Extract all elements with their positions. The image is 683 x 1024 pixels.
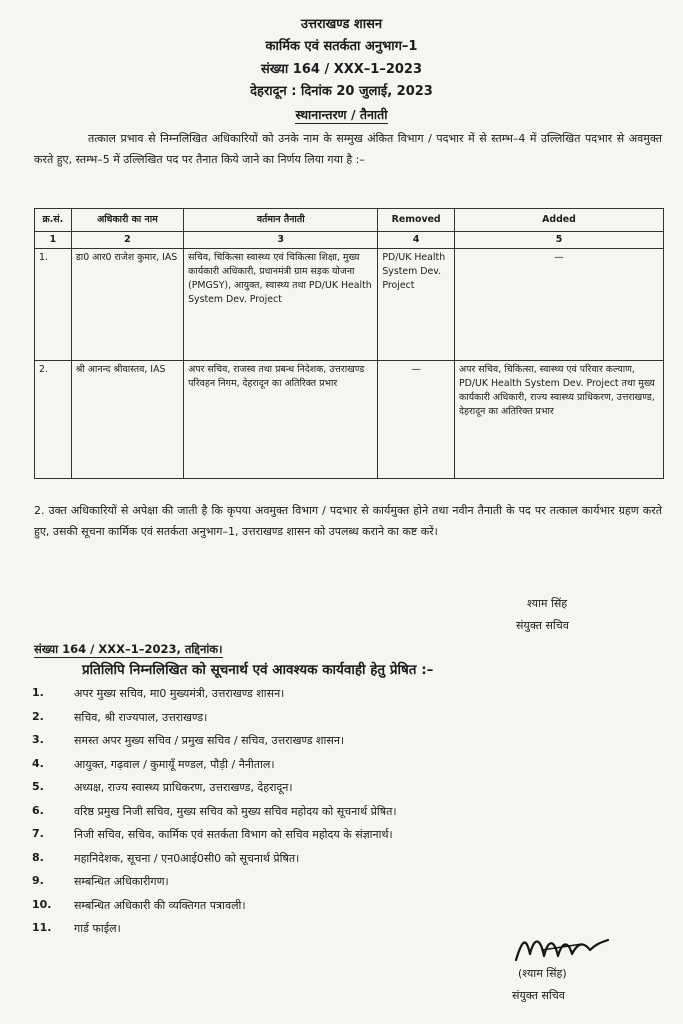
list-item-number: 4. — [32, 756, 44, 770]
list-item-text: महानिदेशक, सूचना / एन0आई0सी0 को सूचनार्थ प्रेषित। — [74, 851, 300, 865]
list-item-number: 10. — [32, 897, 52, 911]
col-number: 3 — [184, 232, 378, 249]
row-removed: PD/UK Health System Dev. Project — [378, 249, 455, 361]
list-item-number: 6. — [32, 803, 44, 817]
list-item — [32, 733, 632, 757]
table-header-row — [35, 209, 664, 232]
copy-reference-number: संख्या 164 / XXX–1–2023, तद्दिनांक। — [34, 642, 223, 656]
order-number: संख्या 164 / XXX–1–2023 — [260, 62, 423, 77]
col-header-sn: क्र.सं. — [35, 209, 72, 232]
list-item-number: 8. — [32, 850, 44, 864]
col-number: 1 — [35, 232, 72, 249]
list-item-number: 11. — [32, 921, 52, 934]
order-paragraph-1: तत्काल प्रभाव से निम्नलिखित अधिकारियों को उनके नाम के सम्मुख अंकित विभाग / पदभार में से स्तम्भ–4 में उल्लिखित पदभार से अवमुक्त करते हुए, स्तम्भ–5 में उल्लिखित पद पर तैनात किये जाने का निर्णय लिया गया है :– — [34, 132, 662, 166]
list-item-number: 3. — [32, 733, 44, 746]
col-header-removed: Removed — [378, 209, 455, 232]
list-item — [32, 780, 632, 804]
list-item-text: सचिव, श्री राज्यपाल, उत्तराखण्ड। — [74, 710, 208, 724]
list-item-text: समस्त अपर मुख्य सचिव / प्रमुख सचिव / सचिव, उत्तराखण्ड शासन। — [74, 734, 345, 747]
list-item — [32, 686, 632, 710]
list-item-number: 1. — [32, 686, 44, 699]
list-item — [32, 851, 632, 875]
signer-designation-2: संयुक्त सचिव — [512, 989, 565, 1002]
list-item-text: निजी सचिव, सचिव, कार्मिक एवं सतर्कता विभाग को सचिव महोदय के संज्ञानार्थ। — [74, 828, 393, 841]
row-added: अपर सचिव, चिकित्सा, स्वास्थ्य एवं परिवार कल्याण, PD/UK Health System Dev. Project तथा मुख्य कार्यकारी अधिकारी, राज्य स्वास्थ्य प्राधिकरण, उत्तराखण्ड, देहरादून का अतिरिक्त प्रभार — [454, 361, 663, 479]
list-item-number: 9. — [32, 874, 44, 887]
copy-to-heading: प्रतिलिपि निम्नलिखित को सूचनार्थ एवं आवश्यक कार्यवाही हेतु प्रेषित :– — [82, 662, 434, 678]
list-item-number: 7. — [32, 827, 44, 840]
column-number-row — [35, 232, 664, 249]
list-item-text: अध्यक्ष, राज्य स्वास्थ्य प्राधिकरण, उत्तराखण्ड, देहरादून। — [74, 781, 293, 794]
list-item — [32, 757, 632, 781]
table-row — [35, 361, 664, 479]
list-item-text: सम्बन्धित अधिकारीगण। — [74, 875, 169, 888]
row-sn: 2. — [35, 361, 72, 479]
list-item — [32, 804, 632, 828]
row-officer-name: डा0 आर0 राजेश कुमार, IAS — [71, 249, 183, 361]
order-paragraph-2: 2. उक्त अधिकारियों से अपेक्षा की जाती है कि कृपया अवमुक्त विभाग / पदभार से कार्यमुक्त होने तथा नवीन तैनाती के पद पर तत्काल कार्यभार ग्रहण करते हुए, उसकी सूचना कार्मिक एवं सतर्कता अनुभाग–1, उत्तराखण्ड शासन को उपलब्ध कराने का कष्ट करें। — [34, 504, 662, 538]
row-current-posting: सचिव, चिकित्सा स्वास्थ्य एवं चिकित्सा शिक्षा, मुख्य कार्यकारी अधिकारी, प्रधानमंत्री ग्राम सड़क योजना (PMGSY), आयुक्त, स्वास्थ्य तथा PD/UK Health System Dev. Project — [184, 249, 378, 361]
list-item — [32, 874, 632, 898]
list-item-text: वरिष्ठ प्रमुख निजी सचिव, मुख्य सचिव को मुख्य सचिव महोदय को सूचनार्थ प्रेषित। — [74, 804, 397, 818]
col-header-name: अधिकारी का नाम — [71, 209, 183, 232]
list-item-number: 5. — [32, 780, 44, 793]
list-item-text: गार्ड फाईल। — [74, 922, 121, 935]
table-row — [35, 249, 664, 361]
signer-name-bracketed: (श्याम सिंह) — [518, 967, 567, 980]
list-item-text: अपर मुख्य सचिव, मा0 मुख्यमंत्री, उत्तराखण्ड शासन। — [74, 687, 285, 700]
list-item-text: आयुक्त, गढ़वाल / कुमायूँ मण्डल, पौड़ी / नैनीताल। — [74, 757, 275, 771]
order-date: देहरादून : दिनांक 20 जुलाई, 2023 — [250, 84, 433, 99]
list-item — [32, 898, 632, 922]
order-subject — [0, 106, 683, 123]
subject-text: स्थानान्तरण / तैनाती — [295, 107, 388, 122]
government-name: उत्तराखण्ड शासन — [300, 17, 383, 32]
row-added: — — [454, 249, 663, 361]
col-header-current: वर्तमान तैनाती — [184, 209, 378, 232]
col-number: 5 — [454, 232, 663, 249]
handwritten-signature — [512, 930, 612, 966]
list-item — [32, 710, 632, 734]
copy-to-list — [32, 686, 632, 945]
col-number: 4 — [378, 232, 455, 249]
list-item-number: 2. — [32, 709, 44, 723]
col-number: 2 — [71, 232, 183, 249]
signer-name: श्याम सिंह — [527, 597, 568, 610]
row-officer-name: श्री आनन्द श्रीवास्तव, IAS — [71, 361, 183, 479]
list-item — [32, 827, 632, 851]
signer-designation: संयुक्त सचिव — [516, 619, 569, 632]
row-removed: — — [378, 361, 455, 479]
row-current-posting: अपर सचिव, राजस्व तथा प्रबन्ध निदेशक, उत्तराखण्ड परिवहन निगम, देहरादून का अतिरिक्त प्रभार — [184, 361, 378, 479]
col-header-added: Added — [454, 209, 663, 232]
list-item-text: सम्बन्धित अधिकारी की व्यक्तिगत पत्रावली। — [74, 898, 246, 912]
row-sn: 1. — [35, 249, 72, 361]
transfer-table — [34, 208, 664, 479]
department-name: कार्मिक एवं सतर्कता अनुभाग–1 — [265, 39, 418, 54]
